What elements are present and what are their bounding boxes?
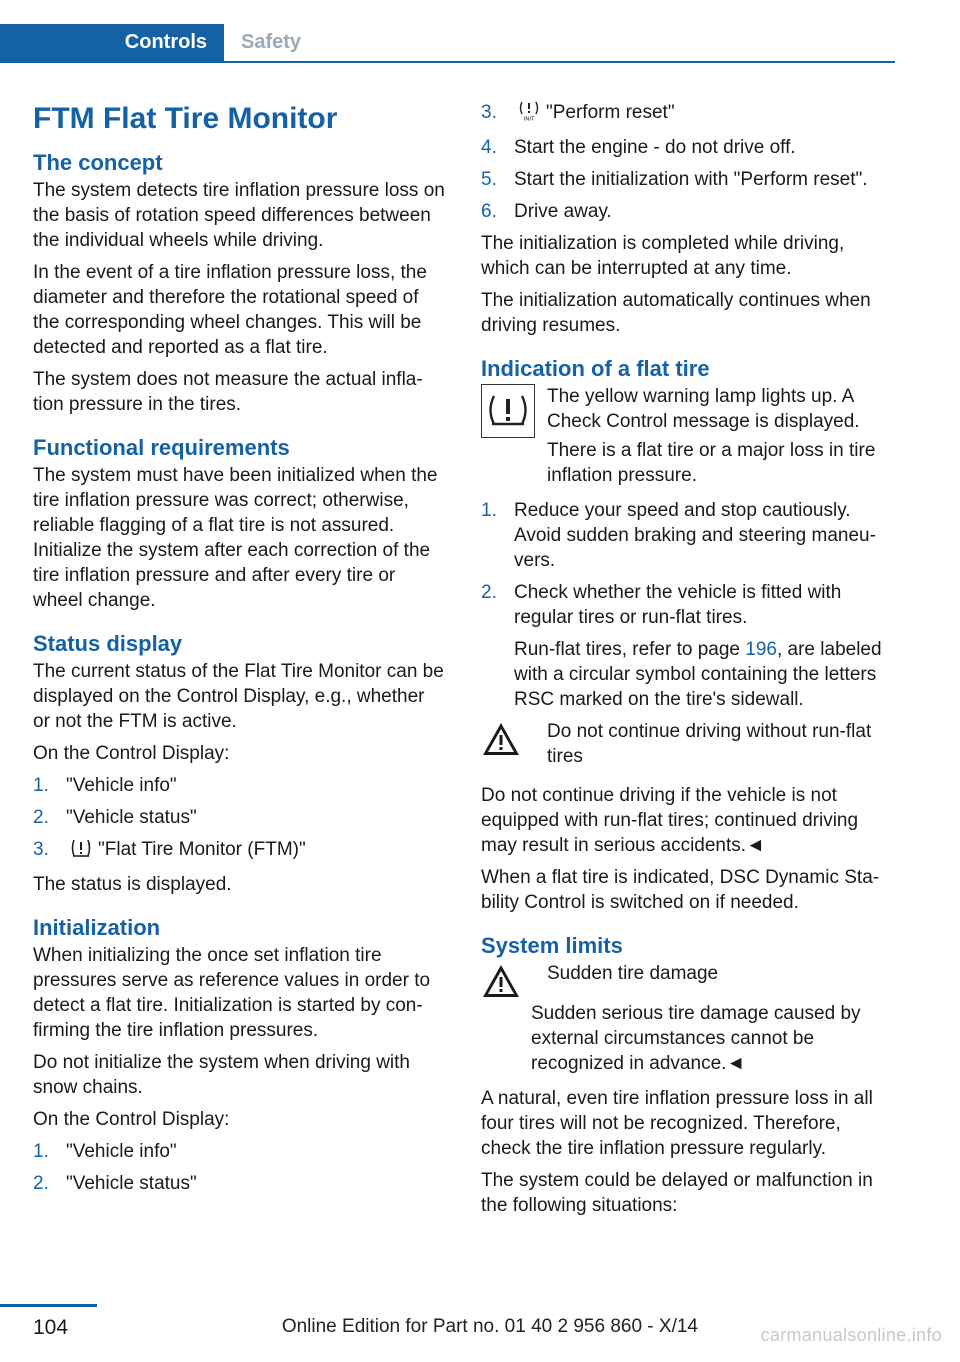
init-p3: On the Control Display: bbox=[33, 1109, 230, 1130]
list-item bbox=[481, 100, 895, 128]
limits-p2: The system could be delayed or malfunction in the following situations: bbox=[481, 1170, 873, 1216]
init-p5: The initialization automatically continues when driving resumes. bbox=[481, 290, 871, 336]
warning-title-wrap bbox=[547, 719, 895, 776]
page-header bbox=[0, 24, 895, 62]
step-text: "Vehicle status" bbox=[66, 1173, 197, 1194]
page-number: 104 bbox=[33, 1316, 69, 1339]
warning-triangle-icon bbox=[481, 961, 521, 1001]
warning-text: Do not continue driving if the vehicle is not equipped with run-flat tires; continued driving may result in serious accidents.◄ bbox=[481, 785, 859, 856]
step-text: Start the engine - do not drive off. bbox=[514, 137, 796, 158]
run-flat-note-pre: Run-flat tires, refer to page bbox=[514, 639, 746, 660]
concept-p2: In the event of a tire inflation pressure loss, the diameter and therefore the rotational speed of the corresponding wheel changes. This will be detected and reported as a flat tire. bbox=[33, 262, 427, 358]
lamp-text: The yellow warning lamp lights up. A Check Control message is displayed. bbox=[547, 386, 860, 432]
heading-concept: The concept bbox=[33, 150, 163, 175]
status-p2: On the Control Display: bbox=[33, 743, 230, 764]
step-text: "Flat Tire Monitor (FTM)" bbox=[98, 839, 306, 860]
step-number: 3. bbox=[33, 839, 49, 860]
lamp-text-2: There is a flat tire or a major loss in tire inflation pressure. bbox=[547, 440, 876, 486]
section-flat-tire bbox=[481, 354, 895, 915]
step-text-wrap bbox=[514, 580, 895, 712]
limits-warn-text: Sudden serious tire damage caused by external circumstances cannot be recognized in advance.◄ bbox=[531, 1003, 861, 1074]
flat-steps bbox=[481, 498, 895, 712]
svg-text:INIT: INIT bbox=[523, 116, 535, 121]
warning-block-run-flat bbox=[481, 719, 895, 776]
dsc-text: When a flat tire is indicated, DSC Dynamic Stability Control is switched on if needed. bbox=[481, 867, 880, 913]
step-text: "Vehicle status" bbox=[66, 807, 197, 828]
init-p2: Do not initialize the system when driving with snow chains. bbox=[33, 1052, 411, 1098]
list-item bbox=[33, 1171, 445, 1196]
tab-safety: Safety bbox=[241, 31, 302, 53]
warning-triangle-icon bbox=[481, 719, 521, 759]
list-item bbox=[33, 1139, 445, 1164]
step-number: 2. bbox=[33, 1173, 49, 1194]
step-number: 2. bbox=[33, 807, 49, 828]
warning-title: Sudden tire damage bbox=[547, 963, 719, 984]
concept-p1: The system detects tire inflation pressure loss on the basis of rotation speed differences between the individual wheels while driving. bbox=[33, 180, 445, 251]
section-concept bbox=[33, 148, 445, 417]
heading-status: Status display bbox=[33, 631, 183, 656]
tire-init-icon bbox=[518, 101, 540, 128]
tab-controls: Controls bbox=[0, 24, 224, 61]
init-p4: The initialization is completed while driving, which can be interrupted at any time. bbox=[481, 233, 845, 279]
heading-system-limits: System limits bbox=[481, 933, 623, 958]
heading-functional: Functional requirements bbox=[33, 435, 290, 460]
heading-flat-tire: Indication of a flat tire bbox=[481, 356, 710, 381]
edition-text: Online Edition for Part no. 01 40 2 956 860 - X/14 bbox=[281, 1316, 698, 1337]
page-title: FTM Flat Tire Monitor bbox=[33, 102, 338, 135]
step-number: 5. bbox=[481, 169, 497, 190]
list-item bbox=[481, 498, 895, 573]
lamp-icon-wrap bbox=[481, 384, 547, 441]
step-number: 6. bbox=[481, 201, 497, 222]
step-text: Check whether the vehicle is fitted with regular tires or run-flat tires. bbox=[514, 582, 842, 628]
page-link-196[interactable]: 196 bbox=[745, 639, 777, 660]
limits-p1: A natural, even tire inflation pressure loss in all four tires will not be recognized. Therefore, check the tire inflation pressure regularly. bbox=[481, 1088, 873, 1159]
list-item bbox=[33, 805, 445, 830]
status-p1: The current status of the Flat Tire Monitor can be displayed on the Control Display, e.g., whether or not the FTM is active. bbox=[33, 661, 444, 732]
functional-p1: The system must have been initialized when the tire inflation pressure was correct; otherwise, reliable flagging of a flat tire is not assured. Initialize the system after each correction of the tire inflation pressure and after every tire or wheel change. bbox=[33, 465, 438, 611]
warning-title: Do not continue driving without run-flat tires bbox=[547, 721, 872, 767]
step-text: "Perform reset" bbox=[546, 102, 675, 123]
status-p3: The status is displayed. bbox=[33, 874, 232, 895]
left-column bbox=[33, 100, 445, 1203]
step-number: 1. bbox=[33, 775, 49, 796]
init-p1: When initializing the once set inflation tire pressures serve as reference values in order to detect a flat tire. Initialization is started by confirming the tire inflation pressures. bbox=[33, 945, 431, 1041]
step-text: Start the initialization with "Perform reset". bbox=[514, 169, 868, 190]
section-functional bbox=[33, 433, 445, 613]
section-status bbox=[33, 629, 445, 897]
init-steps-right bbox=[481, 100, 895, 224]
list-item bbox=[481, 167, 895, 192]
step-number: 4. bbox=[481, 137, 497, 158]
list-item bbox=[481, 135, 895, 160]
watermark: carmanualsonline.info bbox=[760, 1325, 942, 1345]
warning-icon-wrap bbox=[481, 719, 547, 776]
section-system-limits bbox=[481, 931, 895, 1218]
tire-warning-icon bbox=[70, 838, 92, 865]
step-number: 1. bbox=[33, 1141, 49, 1162]
list-item bbox=[33, 773, 445, 798]
concept-p3: The system does not measure the actual inflation pressure in the tires. bbox=[33, 369, 423, 415]
run-flat-note-post: , are labeled with a circular symbol containing the letters RSC marked on the tire's sidewall. bbox=[514, 639, 882, 710]
tire-warning-lamp-icon bbox=[481, 384, 535, 438]
step-text: "Vehicle info" bbox=[66, 1141, 177, 1162]
step-number: 1. bbox=[481, 500, 497, 521]
step-text: "Vehicle info" bbox=[66, 775, 177, 796]
list-item bbox=[481, 580, 895, 712]
list-item bbox=[481, 199, 895, 224]
step-text: Drive away. bbox=[514, 201, 612, 222]
section-initialization bbox=[33, 913, 445, 1196]
step-text-with-icon bbox=[514, 100, 895, 128]
list-item bbox=[33, 837, 445, 865]
status-steps bbox=[33, 773, 445, 865]
run-flat-note bbox=[514, 637, 895, 712]
footer-rule bbox=[0, 1304, 97, 1307]
step-text: Reduce your speed and stop cautiously. Avoid sudden braking and steering maneuvers. bbox=[514, 500, 876, 571]
lamp-text-wrap bbox=[547, 384, 895, 441]
step-number: 2. bbox=[481, 582, 497, 603]
lamp-block bbox=[481, 384, 895, 441]
step-number: 3. bbox=[481, 102, 497, 123]
heading-initialization: Initialization bbox=[33, 915, 161, 940]
step-text-with-icon bbox=[66, 837, 445, 865]
header-rule bbox=[0, 61, 895, 63]
init-steps-left bbox=[33, 1139, 445, 1196]
right-column bbox=[481, 100, 895, 1225]
